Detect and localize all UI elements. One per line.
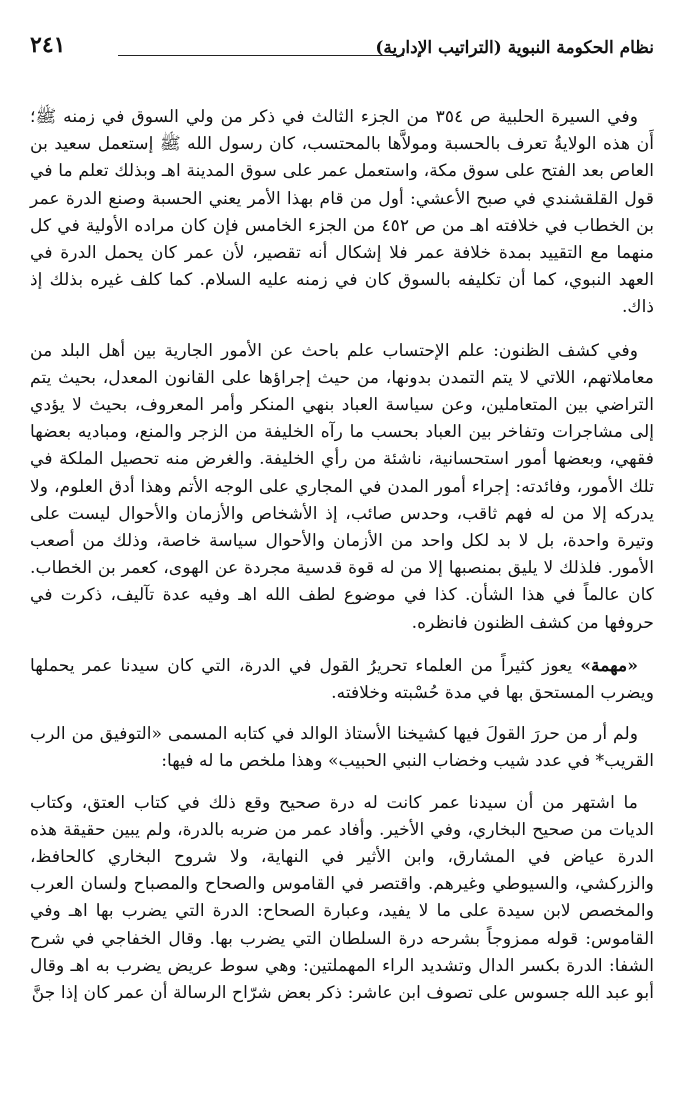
header-rule bbox=[118, 55, 404, 56]
paragraph-durra-summary: ما اشتهر من أن سيدنا عمر كانت له درة صحيح وقع ذلك في كتاب العتق، وكتاب الديات من صحيح البخاري، وفي الأخير. وأفاد عمر من ضربه بالدرة، ولم يبين حقيقة هذه الدرة عياض في المشارق، وابن الأثير في النهاية، ولا شروح البخاري كالحافظ، والزركشي، والسيوطي وغيرهم. واقتصر في القاموس والصحاح والمصباح ولسان العرب والمخصص لابن سيدة على ما لا يفيد، وعبارة الصحاح: الدرة التي يضرب بها اهـ وفي القاموس: قوله ممزوجاً بشرحه درة السلطان التي يضرب بها. وقال الخفاجي في شرح الشفا: الدرة بكسر الدال وتشديد الراء المهملتين: وهي سوط عريض يضرب به اهـ وقال أبو عبد الله جسوس على تصوف ابن عاشر: ذكر بعض شرّاح الرسالة أن عمر كان إذا جنَّ bbox=[30, 792, 654, 1004]
page-number: ٢٤١ bbox=[30, 32, 66, 58]
page-body bbox=[30, 104, 654, 1007]
paragraph-shaykh-book: ولم أر من حررَ القولَ فيها كشيخنا الأستاذ الوالد في كتابه المسمى «التوفيق من الرب القريب* في عدد شيب وخضاب النبي الحبيب» وهذا ملخص ما له فيها: bbox=[30, 724, 654, 772]
paragraph-sira-halabiya: وفي السيرة الحلبية ص ٣٥٤ من الجزء الثالث في ذكر من ولي السوق في زمنه ﷺ؛ أَن هذه الولايةُ تعرف بالحسبة ومولاَّها بالمحتسب، كان رسول الله ﷺ إستعمل سعيد بن العاص بعد الفتح على سوق مكة، واستعمل عمر على سوق المدينة اهـ وبذلك تعلم ما في قول القلقشندي في صبح الأعشي: أول من قام بهذا الأمر يعني الحسبة وصنع الدرة عمر بن الخطاب في خلافته اهـ من ص ٤٥٢ من الجزء الخامس فإن كان مراده الأولية في كل منهما مع التقييد بمدة خلافة عمر فلا إشكال أنه تقصير، لأن عمر كان يحمل الدرة في العهد النبوي، كما أن تكليفه بالسوق كان في زمنه عليه السلام. كما كلف غيره بذلك إذ ذاك. bbox=[30, 107, 655, 318]
paragraph-kashf-al-zunun: وفي كشف الظنون: علم الإحتساب علم باحث عن الأمور الجارية بين أهل البلد من معاملاتهم، اللاتي لا يتم التمدن بدونها، من حيث إجراؤها على القانون المعدل، بحيث يتم التراضي بين المتعاملين، وعن سياسة العباد بنهي المنكر وأمر المعروف، بحيث لا يؤدي إلى مشاجرات وتفاخر بين العباد بحسب ما رآه الخليفة من الزجر والمنع، ومباديه بعضها فقهي، وبعضها أمور استحسانية، ناشئة من رأي الخليفة. والغرض منه تحصيل الملكة في تلك الأمور، وفائدته: إجراء أمور المدن في المجاري على الوجه الأتم وهذا أدق العلوم، ولا يدركه إلا من له فهم ثاقب، وحدس صائب، إذ الأشخاص والأزمان والأحوال ليست على وتيرة واحدة، بل لا بد لكل واحد من الأزمان والأحوال سياسة خاصة، وذلك من أصعب الأمور. فلذلك لا يليق بمنصبها إلا من له قوة قدسية مجردة عن الهوى، كعمر بن الخطاب. كان عالماً في هذا الشأن. كذا في موضوع لطف الله اهـ وفيه عدة تآليف، ذكرت في حروفها من كشف الظنون فانظره. bbox=[30, 340, 654, 633]
running-title: نظام الحكومة النبوية (التراتيب الإدارية) bbox=[375, 38, 654, 58]
note-lead: «مهمة» bbox=[580, 655, 638, 676]
paragraph-important-note bbox=[30, 653, 654, 707]
note-text: يعوز كثيراً من العلماء تحريرُ القول في الدرة، التي كان سيدنا عمر يحملها ويضرب المستحق بها في مدة حُسْبته وخلافته. bbox=[30, 655, 654, 704]
page-header bbox=[30, 30, 654, 70]
